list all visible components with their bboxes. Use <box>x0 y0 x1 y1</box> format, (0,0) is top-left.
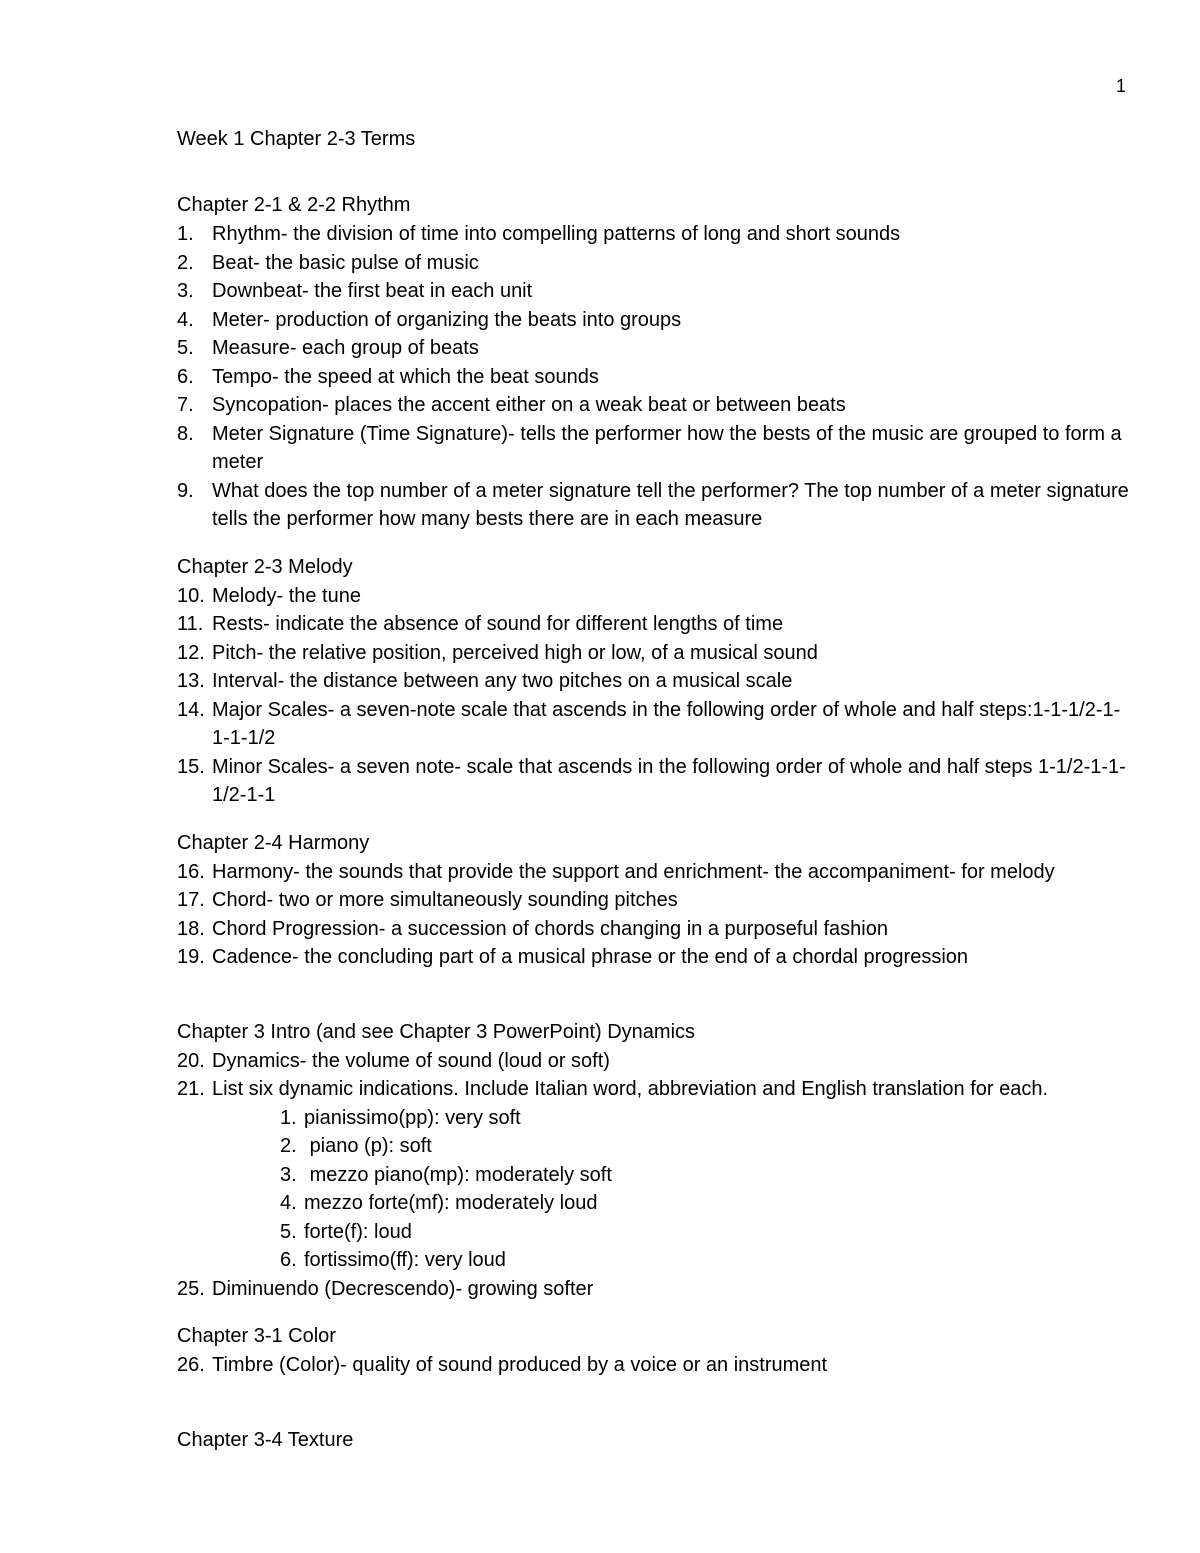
item-number: 4. <box>177 308 194 331</box>
item-text: Meter Signature (Time Signature)- tells the performer how the bests of the music are grouped to form a meter <box>212 422 1128 473</box>
subitem-text: mezzo forte(mf): moderately loud <box>304 1192 598 1214</box>
sublist-item <box>177 1104 1137 1133</box>
item-number: 8. <box>177 422 194 445</box>
item-number: 15. <box>177 755 205 778</box>
item-number: 7. <box>177 394 194 416</box>
item-number: 5. <box>177 337 194 359</box>
section-color <box>177 1321 1137 1380</box>
item-number: 2. <box>177 251 194 274</box>
sublist-item <box>177 1218 1137 1247</box>
item-text: Chord Progression- a succession of chords changing in a purposeful fashion <box>212 917 888 940</box>
item-text: Melody- the tune <box>212 584 361 607</box>
subitem-number: 4. <box>280 1192 297 1214</box>
item-number: 3. <box>177 280 194 302</box>
list-item <box>177 334 1137 363</box>
list-item <box>177 753 1137 810</box>
section-harmony <box>177 828 1137 972</box>
item-text: Diminuendo (Decrescendo)- growing softer <box>212 1277 594 1300</box>
item-text: Syncopation- places the accent either on a weak beat or between beats <box>212 394 846 416</box>
section-heading: Chapter 2-1 & 2-2 Rhythm <box>177 194 411 216</box>
list-item <box>177 886 1137 915</box>
list-item <box>177 943 1137 972</box>
list-item <box>177 363 1137 392</box>
list-item <box>177 610 1137 639</box>
item-number: 11. <box>177 613 204 635</box>
subitem-number: 6. <box>280 1249 297 1271</box>
list-item <box>177 1351 1137 1380</box>
section-heading: Chapter 3-4 Texture <box>177 1428 354 1451</box>
item-text: Major Scales- a seven-note scale that ascends in the following order of whole and half steps:1-1-1/2-1-1-1-1/2 <box>212 698 1121 749</box>
list-item <box>177 306 1137 335</box>
item-text: Rests- indicate the absence of sound for different lengths of time <box>212 613 784 635</box>
item-number: 9. <box>177 479 194 502</box>
section-dynamics <box>177 1017 1137 1304</box>
list-item <box>177 220 1137 249</box>
item-text: Measure- each group of beats <box>212 337 479 359</box>
item-text: List six dynamic indications. Include Italian word, abbreviation and English translation for each. <box>212 1078 1049 1100</box>
item-text: Minor Scales- a seven note- scale that ascends in the following order of whole and half steps 1-1/2-1-1-1/2-1-1 <box>212 755 1126 806</box>
list-item <box>177 582 1137 611</box>
list-item <box>177 477 1137 534</box>
item-number: 17. <box>177 889 205 911</box>
section-heading: Chapter 2-3 Melody <box>177 555 353 578</box>
list-item <box>177 639 1137 668</box>
list-item <box>177 696 1137 753</box>
item-number: 25. <box>177 1277 205 1300</box>
item-number: 19. <box>177 946 205 968</box>
sublist-item <box>177 1246 1137 1275</box>
item-text: Harmony- the sounds that provide the support and enrichment- the accompaniment- for melody <box>212 860 1055 883</box>
item-number: 13. <box>177 670 205 692</box>
list-item <box>177 1047 1137 1076</box>
section-heading: Chapter 3 Intro (and see Chapter 3 PowerPoint) Dynamics <box>177 1020 696 1043</box>
item-text: Interval- the distance between any two pitches on a musical scale <box>212 670 793 692</box>
list-item <box>177 915 1137 944</box>
subitem-text: pianissimo(pp): very soft <box>304 1106 521 1129</box>
list-item <box>177 1075 1137 1104</box>
item-text: Beat- the basic pulse of music <box>212 251 479 274</box>
item-text: Pitch- the relative position, perceived high or low, of a musical sound <box>212 641 818 664</box>
item-number: 10. <box>177 584 205 607</box>
subitem-number: 3. <box>280 1163 297 1186</box>
sublist-item <box>177 1189 1137 1218</box>
item-number: 12. <box>177 641 205 664</box>
subitem-number: 2. <box>280 1135 297 1157</box>
item-text: Timbre (Color)- quality of sound produced by a voice or an instrument <box>212 1354 828 1376</box>
item-text: Cadence- the concluding part of a musical phrase or the end of a chordal progression <box>212 946 969 968</box>
sublist-item <box>177 1132 1137 1161</box>
item-number: 6. <box>177 365 194 388</box>
subitem-number: 5. <box>280 1220 297 1243</box>
document-body <box>177 124 1137 1473</box>
item-number: 21. <box>177 1078 205 1100</box>
subitem-text: piano (p): soft <box>304 1135 432 1157</box>
item-number: 16. <box>177 860 205 883</box>
section-rhythm <box>177 190 1137 534</box>
subitem-text: fortissimo(ff): very loud <box>304 1249 506 1271</box>
list-item <box>177 420 1137 477</box>
item-number: 18. <box>177 917 205 940</box>
list-item <box>177 858 1137 887</box>
item-text: Rhythm- the division of time into compelling patterns of long and short sounds <box>212 223 901 245</box>
list-item <box>177 391 1137 420</box>
list-item <box>177 667 1137 696</box>
subitem-text: forte(f): loud <box>304 1220 412 1243</box>
item-number: 26. <box>177 1354 205 1376</box>
subitem-number: 1. <box>280 1106 297 1129</box>
section-melody <box>177 552 1137 810</box>
section-texture <box>177 1425 1137 1455</box>
list-item <box>177 1275 1137 1304</box>
item-text: Tempo- the speed at which the beat sounds <box>212 365 599 388</box>
item-number: 14. <box>177 698 205 721</box>
subitem-text: mezzo piano(mp): moderately soft <box>304 1163 612 1186</box>
item-number: 20. <box>177 1049 205 1072</box>
item-text: Meter- production of organizing the beats into groups <box>212 308 682 331</box>
item-text: Dynamics- the volume of sound (loud or soft) <box>212 1049 610 1072</box>
page-number: 1 <box>1116 76 1127 96</box>
sublist-item <box>177 1161 1137 1190</box>
section-heading: Chapter 3-1 Color <box>177 1325 336 1347</box>
document-title: Week 1 Chapter 2-3 Terms <box>177 128 416 150</box>
item-text: What does the top number of a meter signature tell the performer? The top number of a meter signature tells the performer how many bests there are in each measure <box>212 479 1135 530</box>
item-number: 1. <box>177 223 194 245</box>
dynamics-sublist <box>177 1104 1137 1275</box>
item-text: Downbeat- the first beat in each unit <box>212 280 533 302</box>
list-item <box>177 249 1137 278</box>
item-text: Chord- two or more simultaneously sounding pitches <box>212 889 678 911</box>
section-heading: Chapter 2-4 Harmony <box>177 831 370 854</box>
list-item <box>177 277 1137 306</box>
